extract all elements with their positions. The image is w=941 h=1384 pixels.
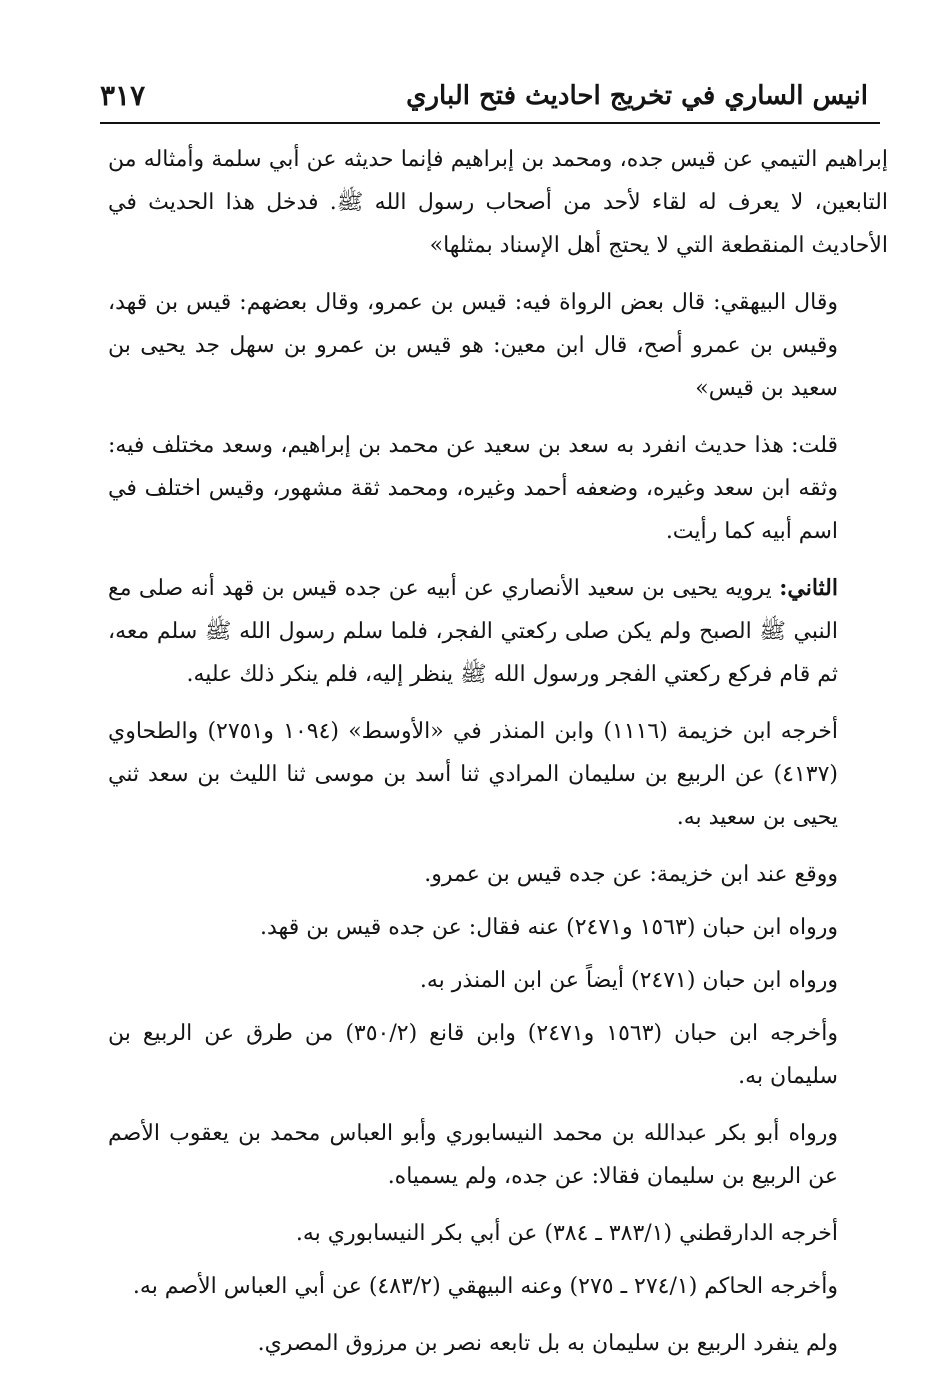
paragraph-4 — [108, 567, 888, 696]
paragraph-5 — [108, 710, 888, 839]
header-rule — [100, 122, 880, 124]
paragraph-10 — [108, 1112, 888, 1198]
paragraph-text: وأخرجه ابن حبان (١٥٦٣ و٢٤٧١) وابن قانع (٣٥٠/٢) من طرق عن الربيع بن سليمان به. — [108, 1021, 839, 1089]
paragraph-11 — [108, 1212, 888, 1255]
paragraph-text: ولم ينفرد الربيع بن سليمان به بل تابعه نصر بن مرزوق المصري. — [257, 1331, 838, 1356]
paragraph-text: ورواه أبو بكر عبدالله بن محمد النيسابوري وأبو العباس محمد بن يعقوب الأصم عن الربيع بن سليمان فقالا: عن جده، ولم يسمياه. — [108, 1121, 838, 1189]
paragraph-1 — [108, 138, 888, 267]
paragraph-2 — [108, 281, 888, 410]
paragraph-text: وقال البيهقي: قال بعض الرواة فيه: قيس بن عمرو، وقال بعضهم: قيس بن قهد، وقيس بن عمرو أصح، قال ابن معين: هو قيس بن عمرو بن سهل جد يحيى بن سعيد بن قيس» — [108, 290, 838, 401]
paragraph-text: إبراهيم التيمي عن قيس جده، ومحمد بن إبراهيم فإنما حديثه عن أبي سلمة وأمثاله من التابعين، لا يعرف له لقاء لأحد من أصحاب رسول الله ﷺ. فدخل هذا الحديث في الأحاديث المنقطعة التي لا يحتج أهل الإسناد بمثلها» — [108, 147, 888, 258]
paragraph-12 — [108, 1265, 888, 1308]
paragraph-text: ووقع عند ابن خزيمة: عن جده قيس بن عمرو. — [424, 862, 838, 887]
running-title: انيس الساري في تخريج احاديث فتح الباري — [406, 81, 868, 111]
paragraph-text: يرويه يحيى بن سعيد الأنصاري عن أبيه عن جده قيس بن قهد أنه صلى مع النبي ﷺ الصبح ولم يكن صلى ركعتي الفجر، فلما سلم رسول الله ﷺ سلم معه، ثم قام فركع ركعتي الفجر ورسول الله ﷺ ينظر إليه، فلم ينكر ذلك عليه. — [108, 576, 838, 687]
paragraph-8 — [108, 959, 888, 1002]
paragraph-text: ورواه ابن حبان (٢٤٧١) أيضاً عن ابن المنذر به. — [419, 968, 838, 993]
page-body — [108, 138, 888, 1375]
paragraph-9 — [108, 1012, 888, 1098]
paragraph-3 — [108, 424, 888, 553]
page-header — [100, 78, 868, 118]
paragraph-13 — [108, 1322, 888, 1365]
paragraph-text: أخرجه ابن خزيمة (١١١٦) وابن المنذر في «الأوسط» (١٠٩٤ و٢٧٥١) والطحاوي (٤١٣٧) عن الربيع بن سليمان المرادي ثنا أسد بن موسى ثنا الليث بن سعد ثني يحيى بن سعيد به. — [108, 719, 839, 830]
paragraph-text: قلت: هذا حديث انفرد به سعد بن سعيد عن محمد بن إبراهيم، وسعد مختلف فيه: وثقه ابن سعد وغيره، وضعفه أحمد وغيره، ومحمد ثقة مشهور، وقيس اختلف في اسم أبيه كما رأيت. — [108, 433, 838, 544]
paragraph-text: أخرجه الدارقطني (٣٨٣/١ ـ ٣٨٤) عن أبي بكر النيسابوري به. — [295, 1221, 838, 1246]
paragraph-lead: الثاني: — [779, 575, 838, 601]
page-number: ٣١٧ — [100, 79, 146, 112]
paragraph-text: وأخرجه الحاكم (٢٧٤/١ ـ ٢٧٥) وعنه البيهقي (٤٨٣/٢) عن أبي العباس الأصم به. — [132, 1274, 838, 1299]
paragraph-6 — [108, 853, 888, 896]
paragraph-text: ورواه ابن حبان (١٥٦٣ و٢٤٧١) عنه فقال: عن جده قيس بن قهد. — [260, 915, 838, 940]
paragraph-7 — [108, 906, 888, 949]
